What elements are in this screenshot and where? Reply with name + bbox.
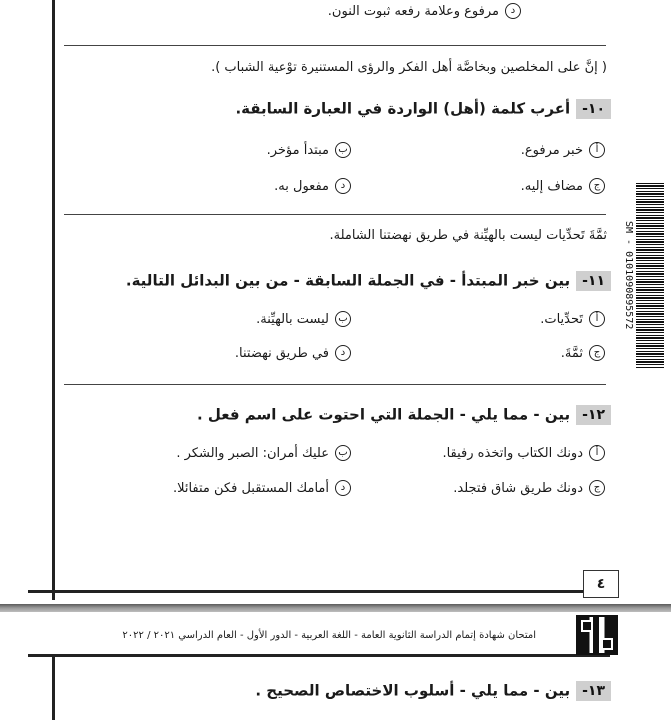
barcode-image xyxy=(636,183,664,369)
option-circle: ج xyxy=(589,178,605,194)
question-13 xyxy=(255,680,611,701)
qr-code-icon xyxy=(576,615,618,655)
q12-option-d[interactable] xyxy=(173,480,351,496)
divider xyxy=(64,384,606,385)
option-text: عليك أمران: الصبر والشكر . xyxy=(176,445,329,461)
option-circle: أ xyxy=(589,142,605,158)
question-text: بين خبر المبتدأ - في الجملة السابقة - من بين البدائل التالية. xyxy=(125,271,571,290)
option-circle: د xyxy=(505,3,521,19)
option-circle: د xyxy=(335,480,351,496)
option-text: في طريق نهضتنا. xyxy=(234,345,329,361)
option-text: أمامك المستقبل فكن متفائلا. xyxy=(172,480,329,496)
passage-1: ( إنَّ على المخلصين وبخاصَّة أهل الفكر والرؤى المستنيرة توْعية الشباب ). xyxy=(211,60,607,75)
q11-option-d[interactable] xyxy=(235,345,351,361)
question-number: ١٢- xyxy=(576,405,611,425)
option-circle: د xyxy=(335,178,351,194)
margin-line xyxy=(52,656,55,720)
exam-header-text: امتحان شهادة إتمام الدراسة الثانوية العامة - اللغة العربية - الدور الأول - العام الدراسي ٢٠٢١ / ٢٠٢٢ xyxy=(122,630,536,641)
question-10 xyxy=(235,98,611,119)
question-11 xyxy=(126,270,611,291)
option-text: ليست بالهيِّنة. xyxy=(256,311,329,327)
question-text: بين - مما يلي - أسلوب الاختصاص الصحيح . xyxy=(255,681,571,700)
q11-option-b[interactable] xyxy=(256,311,351,327)
option-text: مضاف إليه. xyxy=(520,178,583,194)
option-circle: أ xyxy=(589,445,605,461)
divider xyxy=(64,214,606,215)
option-text: مفعول به. xyxy=(274,178,329,194)
option-circle: د xyxy=(335,345,351,361)
option-text: تَحدِّيات. xyxy=(540,311,583,327)
option-text: مبتدأ مؤخر. xyxy=(266,142,329,158)
option-circle: أ xyxy=(589,311,605,327)
header-line xyxy=(28,654,610,657)
q10-option-a[interactable] xyxy=(521,142,605,158)
passage-2: ثمَّةَ تَحدِّيات ليست بالهيِّنة في طريق نهضتنا الشاملة. xyxy=(329,228,607,243)
question-number: ١٣- xyxy=(576,681,611,701)
option-circle: ج xyxy=(589,480,605,496)
question-text: أعرب كلمة (أهل) الواردة في العبارة السابقة. xyxy=(235,99,571,118)
q11-option-c[interactable] xyxy=(561,345,605,361)
q10-option-d[interactable] xyxy=(274,178,351,194)
option-text: دونك الكتاب واتخذه رفيقا. xyxy=(442,445,583,461)
option-circle: ب xyxy=(335,142,351,158)
question-12 xyxy=(197,404,611,425)
top-option-d[interactable] xyxy=(328,3,521,19)
margin-line xyxy=(52,0,55,600)
q12-option-a[interactable] xyxy=(442,445,605,461)
option-circle: ب xyxy=(335,311,351,327)
exam-page-lower xyxy=(0,612,671,720)
option-text: دونك طريق شاق فتجلد. xyxy=(453,480,583,496)
q12-option-b[interactable] xyxy=(176,445,351,461)
option-text: خبر مرفوع. xyxy=(520,142,583,158)
q10-option-b[interactable] xyxy=(267,142,351,158)
page-number: ٤ xyxy=(583,570,619,598)
question-text: بين - مما يلي - الجملة التي احتوت على اسم فعل . xyxy=(196,405,571,424)
question-number: ١١- xyxy=(576,271,611,291)
question-number: ١٠- xyxy=(576,99,611,119)
option-text: مرفوع وعلامة رفعه ثبوت النون. xyxy=(327,3,499,19)
q12-option-c[interactable] xyxy=(453,480,605,496)
margin-bottom-line xyxy=(28,590,610,593)
option-text: ثمَّةَ. xyxy=(560,345,583,361)
q11-option-a[interactable] xyxy=(540,311,605,327)
q10-option-c[interactable] xyxy=(521,178,605,194)
divider xyxy=(64,45,606,46)
option-circle: ج xyxy=(589,345,605,361)
option-circle: ب xyxy=(335,445,351,461)
barcode-text: SM - 0101090895572 xyxy=(623,220,634,330)
